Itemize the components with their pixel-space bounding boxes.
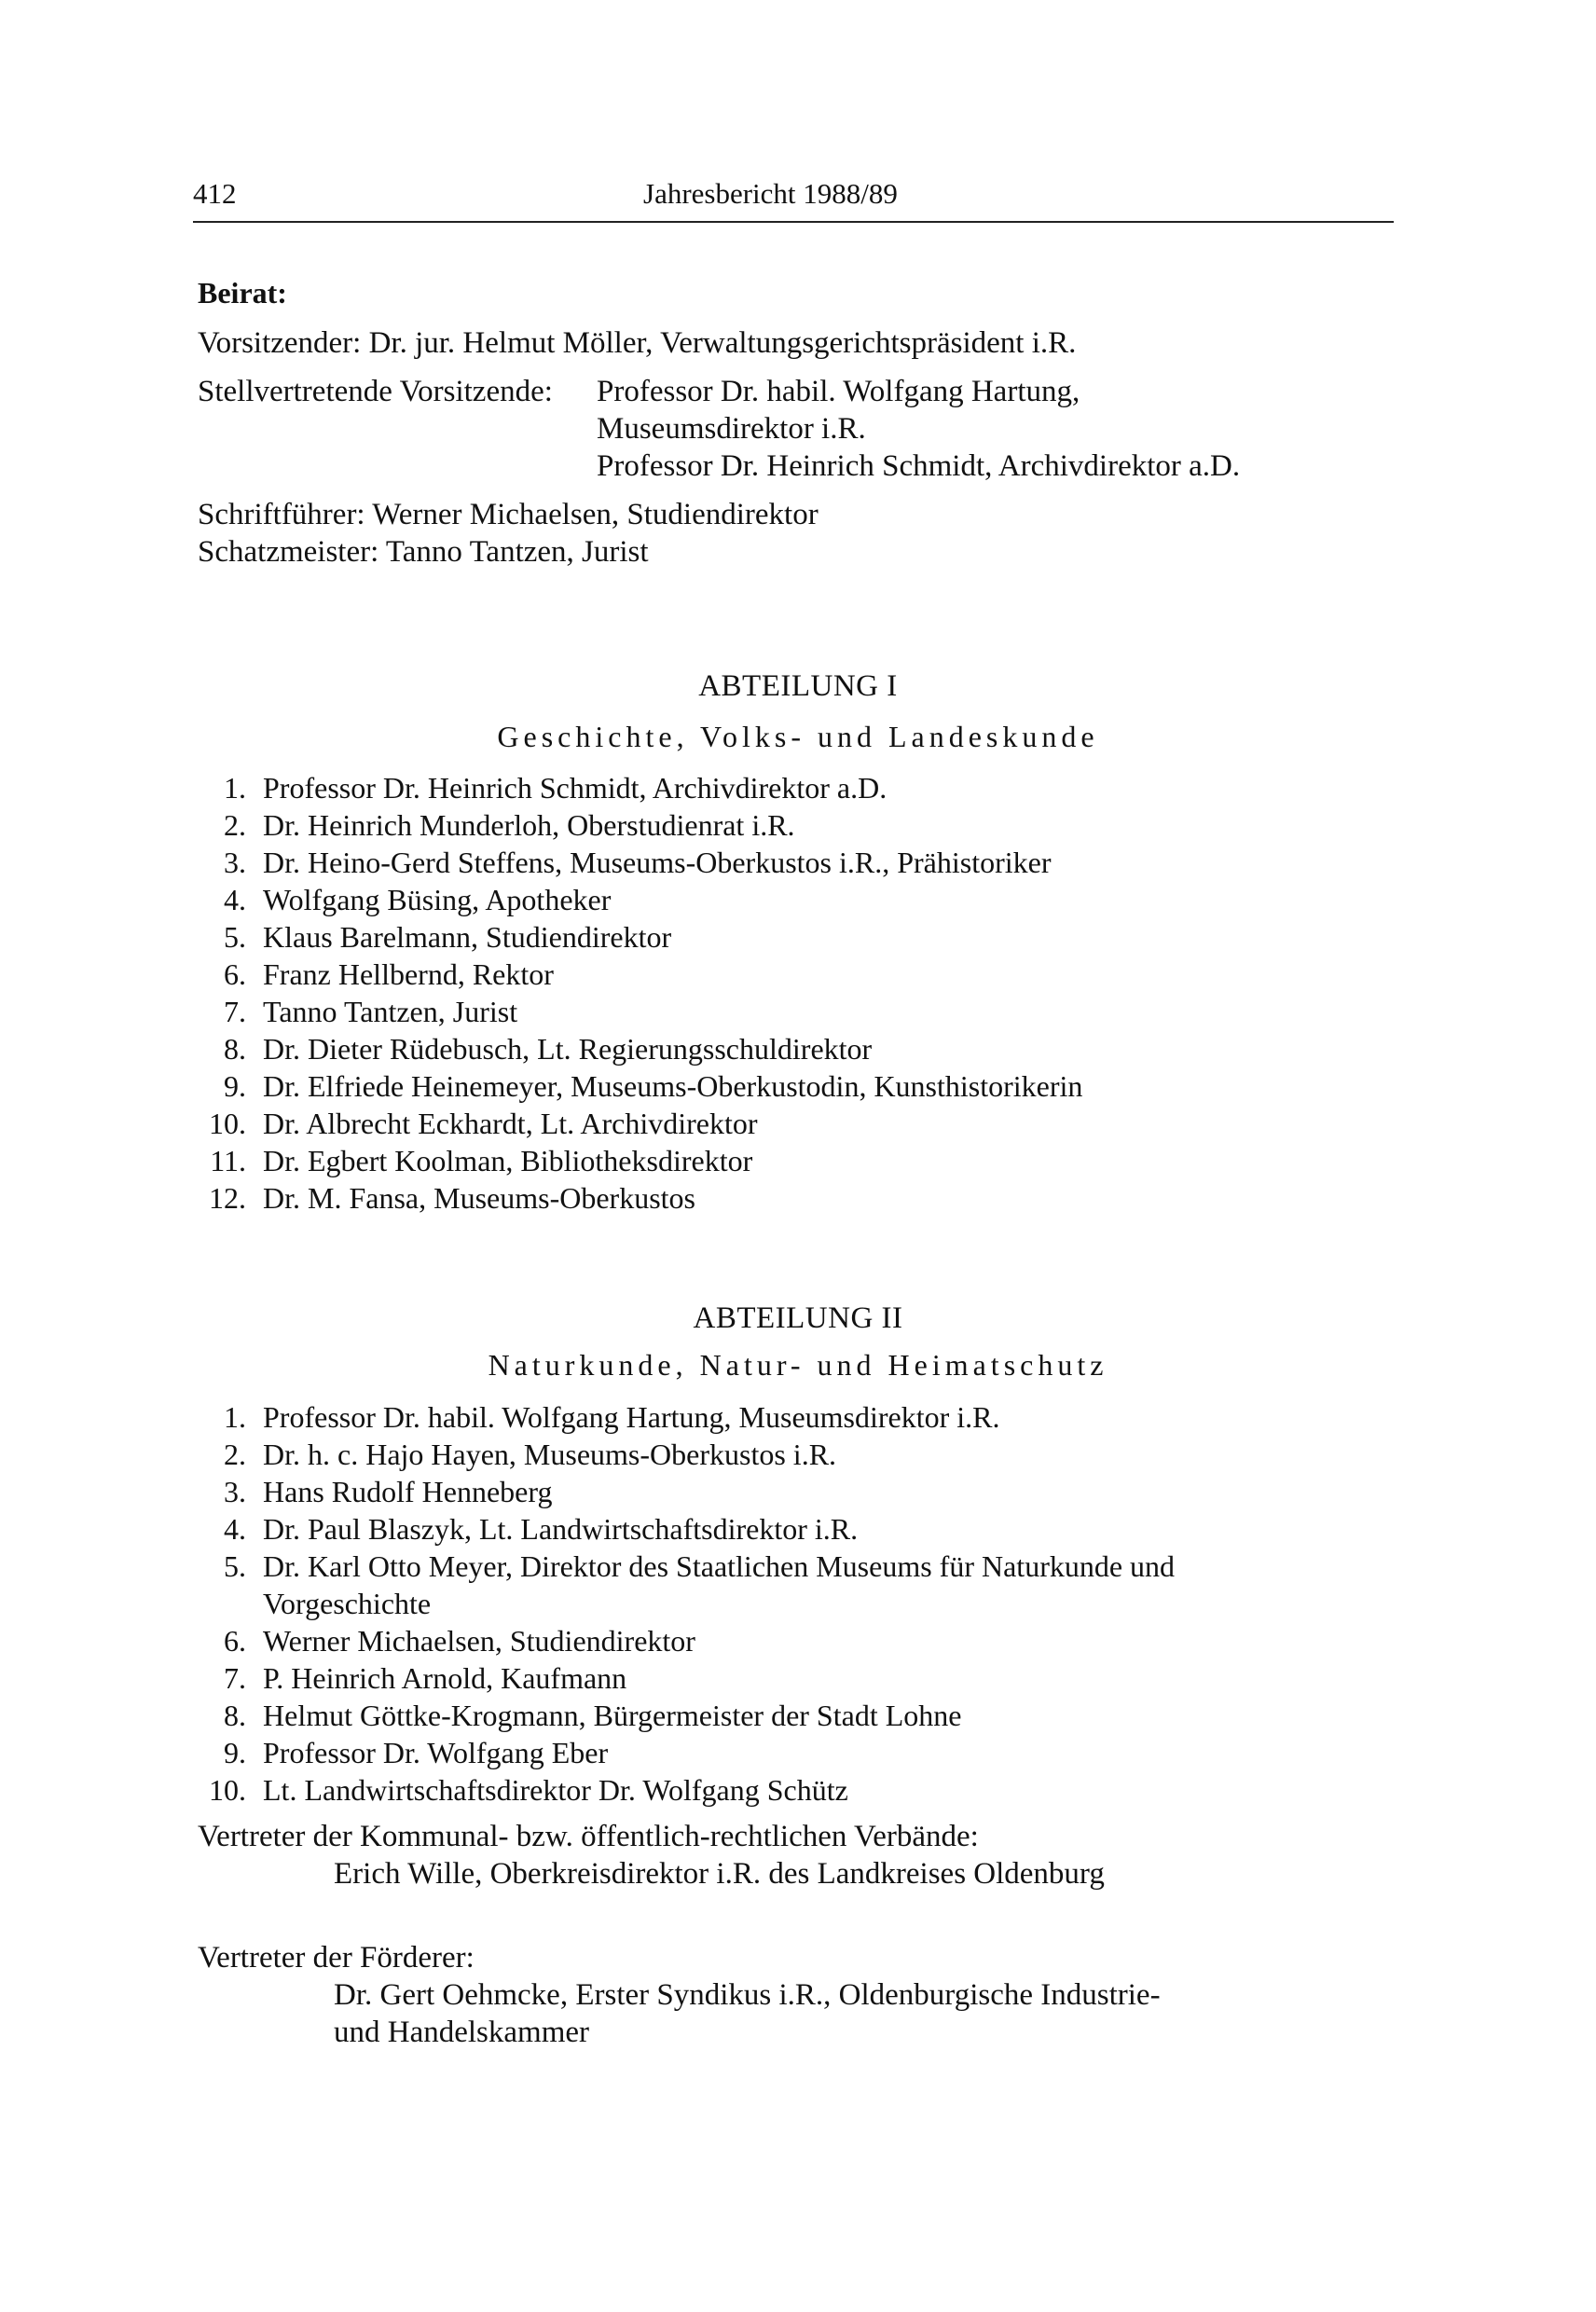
- beirat-stellv-line1: Professor Dr. habil. Wolfgang Hartung,: [597, 375, 1080, 408]
- document-page: 412 Jahresbericht 1988/89 Beirat: Vorsitzender: Dr. jur. Helmut Möller, Verwaltungsgerichtspräsident i.R. Stellvertretende Vorsitzende: Professor Dr. habil. Wolfgang Hartung, Museumsdirektor i.R. Professor Dr. Heinrich Schmidt, Archivdirektor a.D. Schriftführer: Werner Michaelsen, Studiendirektor Schatzmeister: Tanno Tantzen, Jurist ABTEILUNG I Geschichte, Volks- und Landeskunde 1. Professor Dr. Heinrich Schmidt, Archivdirektor a.D. 2. Dr. Heinrich Munderloh, Oberstudienrat i.R. 3. Dr. Heino-Gerd Steffens, Museums-Oberkustos i.R., Prähistoriker 4. Wolfgang Büsing, Apotheker 5. Klaus Barelmann, Studiendirektor 6. Franz Hellbernd, Rektor 7. Tanno Tantzen, Jurist 8. Dr. Dieter Rüdebusch, Lt. Regierungsschuldirektor 9. Dr. Elfriede Heinemeyer, Museums-Oberkustodin, Kunsthistorikerin 10. Dr. Albrecht Eckhardt, Lt. Archivdirektor 11. Dr. Egbert Koolman, Bibliotheksdirektor 12. Dr. M. Fansa, Museums-Oberkustos ABTEILUNG II Naturkunde, Natur- und Heimatschutz 1. Professor Dr. habil. Wolfgang Hartung, Museumsdirektor i.R. 2. Dr. h. c. Hajo Hayen, Museums-Oberkustos i.R. 3. Hans Rudolf Henneberg 4. Dr. Paul Blaszyk, Lt. Landwirtschaftsdirektor i.R. 5. Dr. Karl Otto Meyer, Direktor des Staatlichen Museums für Naturkunde und Vorgeschichte 6. Werner Michaelsen, Studiendirektor 7. P. Heinrich Arnold, Kaufmann 8. Helmut Göttke-Krogmann, Bürgermeister der Stadt Lohne 9. Professor Dr. Wolfgang Eber 10. Lt. Landwirtschaftsdirektor Dr. Wolfgang Schütz Vertreter der Kommunal- bzw. öffentlich-rechtlichen Verbände: Erich Wille, Oberkreisdirektor i.R. des Landkreises Oldenburg Vertreter der Förderer: Dr. Gert Oehmcke, Erster Syndikus i.R., Oldenburgische Industrie- und Handelskammer: [0, 0, 1596, 2312]
- beirat-stellv-line2: Museumsdirektor i.R.: [597, 412, 866, 446]
- vertreter-kommunal-value: Erich Wille, Oberkreisdirektor i.R. des Landkreises Oldenburg: [334, 1857, 1105, 1891]
- vertreter-foerderer-label: Vertreter der Förderer:: [198, 1941, 475, 1975]
- abteilung-1-title: ABTEILUNG I: [698, 669, 898, 703]
- abteilung-1-subtitle: Geschichte, Volks- und Landeskunde: [497, 720, 1099, 753]
- beirat-heading: Beirat:: [198, 276, 287, 310]
- beirat-stellv-label: Stellvertretende Vorsitzende:: [198, 375, 553, 408]
- page-number: 412: [193, 177, 237, 210]
- vertreter-foerderer-value-line1: Dr. Gert Oehmcke, Erster Syndikus i.R., Oldenburgische Industrie-: [334, 1978, 1161, 2012]
- running-title: Jahresbericht 1988/89: [643, 177, 898, 210]
- abteilung-2-title: ABTEILUNG II: [693, 1301, 903, 1335]
- header-rule: [193, 221, 1394, 223]
- beirat-stellv-line3: Professor Dr. Heinrich Schmidt, Archivdirektor a.D.: [597, 449, 1241, 483]
- vertreter-kommunal-label: Vertreter der Kommunal- bzw. öffentlich-rechtlichen Verbände:: [198, 1820, 979, 1853]
- beirat-schriftfuehrer: Schriftführer: Werner Michaelsen, Studiendirektor: [198, 498, 819, 531]
- abteilung-2-subtitle: Naturkunde, Natur- und Heimatschutz: [488, 1348, 1108, 1382]
- beirat-schatzmeister: Schatzmeister: Tanno Tantzen, Jurist: [198, 535, 649, 569]
- vertreter-foerderer-value-line2: und Handelskammer: [334, 2016, 590, 2049]
- beirat-vorsitzender: Vorsitzender: Dr. jur. Helmut Möller, Verwaltungsgerichtspräsident i.R.: [198, 326, 1077, 360]
